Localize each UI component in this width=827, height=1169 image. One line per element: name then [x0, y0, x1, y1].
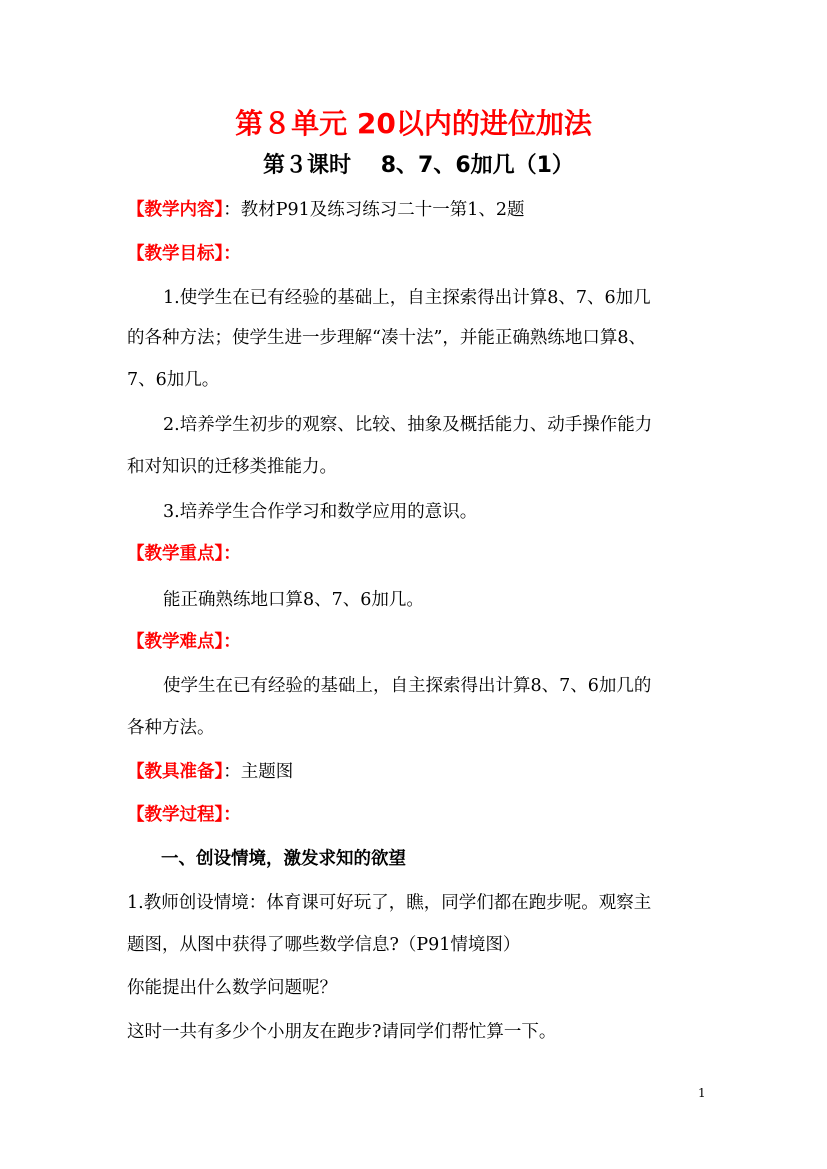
process-heading: 一、创设情境，激发求知的欲望 — [161, 849, 406, 869]
process-line-2: 题图，从图中获得了哪些数学信息?（P91情境图） — [127, 935, 521, 955]
difficulty-line-2: 各种方法。 — [127, 718, 215, 738]
tools-row — [127, 760, 293, 784]
goals-row — [127, 242, 241, 266]
process-label: 【教学过程】 — [127, 805, 224, 825]
content-text: 教材P91及练习练习二十一第1、2题 — [240, 200, 525, 220]
goal-line-6: 3.培养学生合作学习和数学应用的意识。 — [163, 502, 478, 522]
keypoint-label: 【教学重点】 — [127, 544, 224, 564]
goal-line-3: 7、6加几。 — [127, 370, 220, 390]
tools-text: 主题图 — [240, 762, 294, 782]
goals-label: 【教学目标】 — [127, 244, 224, 264]
unit-title: 第８单元 20以内的进位加法 — [235, 107, 592, 140]
difficulty-row — [127, 630, 241, 654]
page-number: 1 — [698, 1086, 706, 1100]
tools-sep: ： — [223, 762, 241, 782]
difficulty-sep: ： — [223, 632, 241, 652]
keypoint-text: 能正确熟练地口算8、7、6加几。 — [163, 590, 424, 610]
process-row — [127, 803, 241, 827]
difficulty-line-1: 使学生在已有经验的基础上，自主探索得出计算8、7、6加几的 — [163, 676, 652, 696]
content-row — [127, 198, 525, 222]
keypoint-row — [127, 542, 241, 566]
goal-line-5: 和对知识的迁移类推能力。 — [127, 457, 337, 477]
goals-sep: ： — [223, 244, 241, 264]
lesson-subtitle: 第３课时 8、7、6加几（1） — [263, 153, 574, 178]
process-sep: ： — [223, 805, 241, 825]
tools-label: 【教具准备】 — [127, 762, 224, 782]
goal-line-4: 2.培养学生初步的观察、比较、抽象及概括能力、动手操作能力 — [163, 415, 653, 435]
goal-line-2: 的各种方法；使学生进一步理解“凑十法”，并能正确熟练地口算8、 — [127, 328, 647, 348]
process-line-3: 你能提出什么数学问题呢？ — [127, 978, 337, 998]
difficulty-label: 【教学难点】 — [127, 632, 224, 652]
keypoint-sep: ： — [223, 544, 241, 564]
goal-line-1: 1.使学生在已有经验的基础上，自主探索得出计算8、7、6加几 — [163, 288, 651, 308]
content-label: 【教学内容】 — [127, 200, 224, 220]
content-sep: ： — [223, 200, 241, 220]
process-line-4: 这时一共有多少个小朋友在跑步?请同学们帮忙算一下。 — [127, 1022, 557, 1042]
process-line-1: 1.教师创设情境：体育课可好玩了，瞧，同学们都在跑步呢。观察主 — [127, 893, 652, 913]
